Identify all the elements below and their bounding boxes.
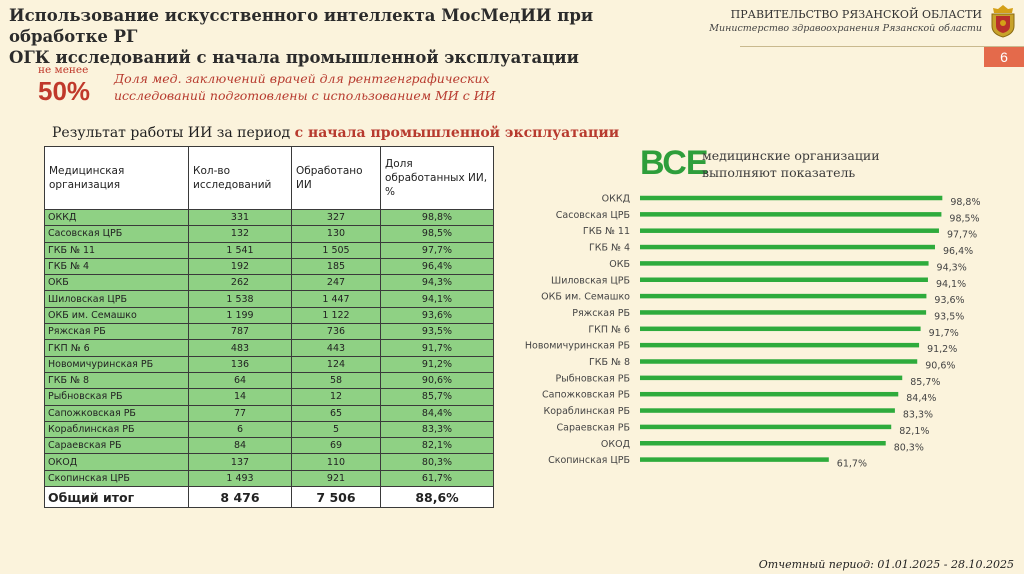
cell-org: Сасовская ЦРБ <box>45 226 189 242</box>
chart-category-label: Ряжская РБ <box>572 307 630 319</box>
all-orgs-label: ВСЕ <box>640 144 708 182</box>
cell-processed: 443 <box>292 340 381 356</box>
chart-value-label: 85,7% <box>910 376 941 388</box>
share-bar-chart <box>500 188 1000 468</box>
all-orgs-line-1: медицинские организации <box>702 148 880 163</box>
cell-share: 91,2% <box>381 356 494 372</box>
chart-category-label: Новомичуринская РБ <box>524 340 630 352</box>
chart-bar <box>640 425 891 430</box>
cell-share: 98,8% <box>381 210 494 226</box>
cell-processed: 247 <box>292 275 381 291</box>
table-row <box>45 356 494 372</box>
chart-category-label: Рыбновская РБ <box>555 373 630 385</box>
chart-bar <box>640 343 919 348</box>
title-line-1: Использование искусственного интеллекта МосМедИИ при обработке РГ <box>9 6 594 46</box>
chart-category-label: ГКБ № 4 <box>588 242 630 254</box>
cell-share: 84,4% <box>381 405 494 421</box>
header-org: Медицинская организация <box>45 147 189 210</box>
cell-count: 136 <box>189 356 292 372</box>
report-period: Отчетный период: 01.01.2025 - 28.10.2025 <box>758 558 1014 571</box>
table-row <box>45 405 494 421</box>
chart-bar <box>640 408 895 413</box>
table-row <box>45 226 494 242</box>
cell-org: Шиловская ЦРБ <box>45 291 189 307</box>
header-processed: Обработано ИИ <box>292 147 381 210</box>
chart-bar <box>640 278 928 283</box>
cell-count: 1 538 <box>189 291 292 307</box>
cell-processed: 124 <box>292 356 381 372</box>
highlight-prefix: не менее <box>38 64 89 76</box>
chart-bar <box>640 392 898 397</box>
cell-count: 192 <box>189 258 292 274</box>
chart-bar <box>640 294 926 299</box>
highlight-text-line-1: Доля мед. заключений врачей для рентгенграфических <box>114 71 490 86</box>
table-row <box>45 421 494 437</box>
government-block <box>709 8 982 34</box>
cell-org: Кораблинская РБ <box>45 421 189 437</box>
cell-processed: 58 <box>292 372 381 388</box>
cell-count: 132 <box>189 226 292 242</box>
cell-count: 14 <box>189 389 292 405</box>
cell-org: ГКБ № 8 <box>45 372 189 388</box>
chart-bar <box>640 376 902 381</box>
table-row <box>45 275 494 291</box>
table-row <box>45 307 494 323</box>
chart-category-label: ОКОД <box>600 438 630 450</box>
cell-share: 98,5% <box>381 226 494 242</box>
cell-count: 84 <box>189 438 292 454</box>
government-name: ПРАВИТЕЛЬСТВО РЯЗАНСКОЙ ОБЛАСТИ <box>730 8 982 21</box>
cell-count: 262 <box>189 275 292 291</box>
chart-bar <box>640 196 942 201</box>
chart-value-label: 82,1% <box>899 425 930 437</box>
chart-value-label: 98,8% <box>950 197 981 208</box>
cell-org: Сапожковская РБ <box>45 405 189 421</box>
chart-bar <box>640 212 941 217</box>
chart-value-label: 94,3% <box>936 262 967 274</box>
chart-bar <box>640 457 829 462</box>
table-row <box>45 258 494 274</box>
table-row <box>45 372 494 388</box>
chart-bar <box>640 359 917 364</box>
cell-org: ОККД <box>45 210 189 226</box>
chart-bar <box>640 310 926 315</box>
chart-category-label: Скопинская ЦРБ <box>548 455 630 467</box>
table-row <box>45 454 494 470</box>
table-row <box>45 340 494 356</box>
table-row <box>45 470 494 486</box>
page-title <box>9 5 689 68</box>
ministry-name: Министерство здравоохранения Рязанской области <box>709 23 982 34</box>
highlight-text-line-2: исследований подготовлены с использованием МИ с ИИ <box>114 88 496 103</box>
cell-processed: 12 <box>292 389 381 405</box>
chart-bar <box>640 228 939 233</box>
cell-processed: 736 <box>292 324 381 340</box>
cell-processed: 65 <box>292 405 381 421</box>
chart-value-label: 97,7% <box>946 229 978 241</box>
header-divider <box>740 46 1024 47</box>
chart-value-label: 93,6% <box>934 295 965 307</box>
cell-org: Скопинская ЦРБ <box>45 470 189 486</box>
chart-category-label: ГКБ № 8 <box>588 357 630 368</box>
cell-count: 6 <box>189 421 292 437</box>
chart-category-label: Шиловская ЦРБ <box>551 275 630 287</box>
cell-org: ОКБ им. Семашко <box>45 307 189 323</box>
cell-org: Ряжская РБ <box>45 324 189 340</box>
chart-category-label: Сараевская РБ <box>556 422 630 434</box>
cell-share: 93,5% <box>381 324 494 340</box>
cell-processed: 130 <box>292 226 381 242</box>
chart-value-label: 61,7% <box>836 458 867 468</box>
chart-value-label: 91,2% <box>927 344 958 356</box>
cell-org: ОКОД <box>45 454 189 470</box>
chart-bar <box>640 327 921 332</box>
chart-value-label: 98,5% <box>949 213 980 225</box>
total-count: 8 476 <box>189 487 292 508</box>
subtitle-main: Результат работы ИИ за период <box>52 125 295 141</box>
chart-category-label: ГКБ № 11 <box>582 226 630 238</box>
cell-share: 90,6% <box>381 372 494 388</box>
coat-of-arms-icon <box>988 4 1018 38</box>
results-table <box>44 146 494 508</box>
cell-count: 137 <box>189 454 292 470</box>
chart-category-label: ОКБ <box>609 258 630 270</box>
cell-share: 94,1% <box>381 291 494 307</box>
table-header-row <box>45 147 494 210</box>
cell-share: 91,7% <box>381 340 494 356</box>
cell-share: 82,1% <box>381 438 494 454</box>
cell-share: 96,4% <box>381 258 494 274</box>
cell-share: 83,3% <box>381 421 494 437</box>
cell-share: 80,3% <box>381 454 494 470</box>
cell-org: Сараевская РБ <box>45 438 189 454</box>
cell-processed: 921 <box>292 470 381 486</box>
cell-org: ГКБ № 4 <box>45 258 189 274</box>
cell-processed: 5 <box>292 421 381 437</box>
cell-processed: 1 505 <box>292 242 381 258</box>
chart-category-label: ОККД <box>601 193 630 205</box>
subtitle-highlight: с начала промышленной эксплуатации <box>294 125 620 141</box>
chart-value-label: 84,4% <box>906 393 937 405</box>
cell-count: 1 199 <box>189 307 292 323</box>
table-total-row <box>45 487 494 508</box>
table-subtitle <box>52 125 619 141</box>
chart-bar <box>640 261 929 266</box>
chart-value-label: 83,3% <box>902 409 934 421</box>
cell-count: 64 <box>189 372 292 388</box>
cell-processed: 1 447 <box>292 291 381 307</box>
highlight-value: 50% <box>38 76 91 106</box>
chart-value-label: 80,3% <box>893 442 924 454</box>
cell-share: 97,7% <box>381 242 494 258</box>
cell-share: 85,7% <box>381 389 494 405</box>
cell-count: 787 <box>189 324 292 340</box>
cell-org: ГКП № 6 <box>45 340 189 356</box>
table-row <box>45 291 494 307</box>
cell-count: 1 493 <box>189 470 292 486</box>
chart-category-label: Сасовская ЦРБ <box>555 209 630 221</box>
chart-bar <box>640 245 935 250</box>
cell-share: 61,7% <box>381 470 494 486</box>
all-orgs-text <box>702 147 880 181</box>
table-row <box>45 242 494 258</box>
chart-value-label: 91,7% <box>928 327 959 339</box>
cell-count: 331 <box>189 210 292 226</box>
chart-category-label: ОКБ им. Семашко <box>541 291 630 303</box>
total-share: 88,6% <box>381 487 494 508</box>
cell-count: 1 541 <box>189 242 292 258</box>
chart-value-label: 93,5% <box>934 311 965 323</box>
cell-processed: 1 122 <box>292 307 381 323</box>
header-share: Доля обработанных ИИ, % <box>381 147 494 210</box>
cell-processed: 327 <box>292 210 381 226</box>
cell-org: Новомичуринская РБ <box>45 356 189 372</box>
cell-count: 483 <box>189 340 292 356</box>
cell-count: 77 <box>189 405 292 421</box>
cell-share: 94,3% <box>381 275 494 291</box>
all-orgs-line-2: выполняют показатель <box>702 165 856 180</box>
chart-bar <box>640 441 886 446</box>
cell-share: 93,6% <box>381 307 494 323</box>
total-processed: 7 506 <box>292 487 381 508</box>
cell-processed: 110 <box>292 454 381 470</box>
table-row <box>45 324 494 340</box>
page-number: 6 <box>984 47 1024 67</box>
chart-value-label: 96,4% <box>942 246 974 258</box>
chart-category-label: ГКП № 6 <box>588 324 630 336</box>
table-row <box>45 389 494 405</box>
cell-org: Рыбновская РБ <box>45 389 189 405</box>
table-row <box>45 438 494 454</box>
cell-processed: 185 <box>292 258 381 274</box>
header-count: Кол-во исследований <box>189 147 292 210</box>
chart-value-label: 94,1% <box>935 278 967 290</box>
cell-org: ОКБ <box>45 275 189 291</box>
chart-category-label: Кораблинская РБ <box>543 406 630 418</box>
chart-category-label: Сапожковская РБ <box>542 389 630 401</box>
table-row <box>45 210 494 226</box>
cell-org: ГКБ № 11 <box>45 242 189 258</box>
chart-value-label: 90,6% <box>925 360 956 372</box>
total-org: Общий итог <box>45 487 189 508</box>
cell-processed: 69 <box>292 438 381 454</box>
highlight-text <box>114 70 496 104</box>
title-line-2: ОГК исследований с начала промышленной эксплуатации <box>9 48 579 67</box>
